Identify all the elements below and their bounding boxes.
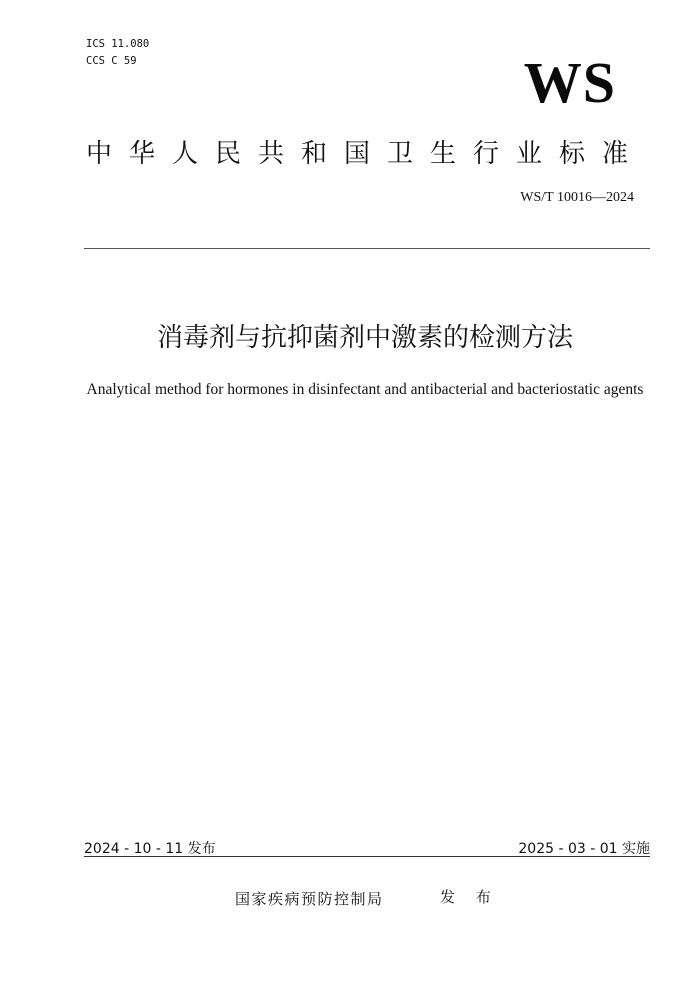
publish-label: 发 布 bbox=[440, 888, 499, 906]
effective-date: 2025 - 03 - 01 实施 bbox=[518, 841, 650, 857]
standard-number: WS/T 10016—2024 bbox=[520, 190, 634, 205]
ccs-code: CCS C 59 bbox=[86, 55, 137, 67]
ws-logo: WS bbox=[523, 50, 616, 115]
document-title-en: Analytical method for hormones in disinfectant and antibacterial and bacteriostatic agents bbox=[86, 381, 644, 398]
publish-date: 2024 - 10 - 11 发布 bbox=[84, 841, 216, 857]
document-title-zh: 消毒剂与抗抑菌剂中激素的检测方法 bbox=[156, 323, 573, 353]
footer-divider bbox=[84, 856, 650, 857]
org-title: 中华人民共和国卫生行业标准 bbox=[86, 139, 646, 169]
ics-code: ICS 11.080 bbox=[86, 38, 150, 50]
date-row bbox=[84, 838, 650, 858]
classification-codes bbox=[86, 36, 149, 70]
publisher-name: 国家疾病预防控制局 bbox=[235, 890, 384, 908]
header-divider bbox=[84, 248, 650, 249]
